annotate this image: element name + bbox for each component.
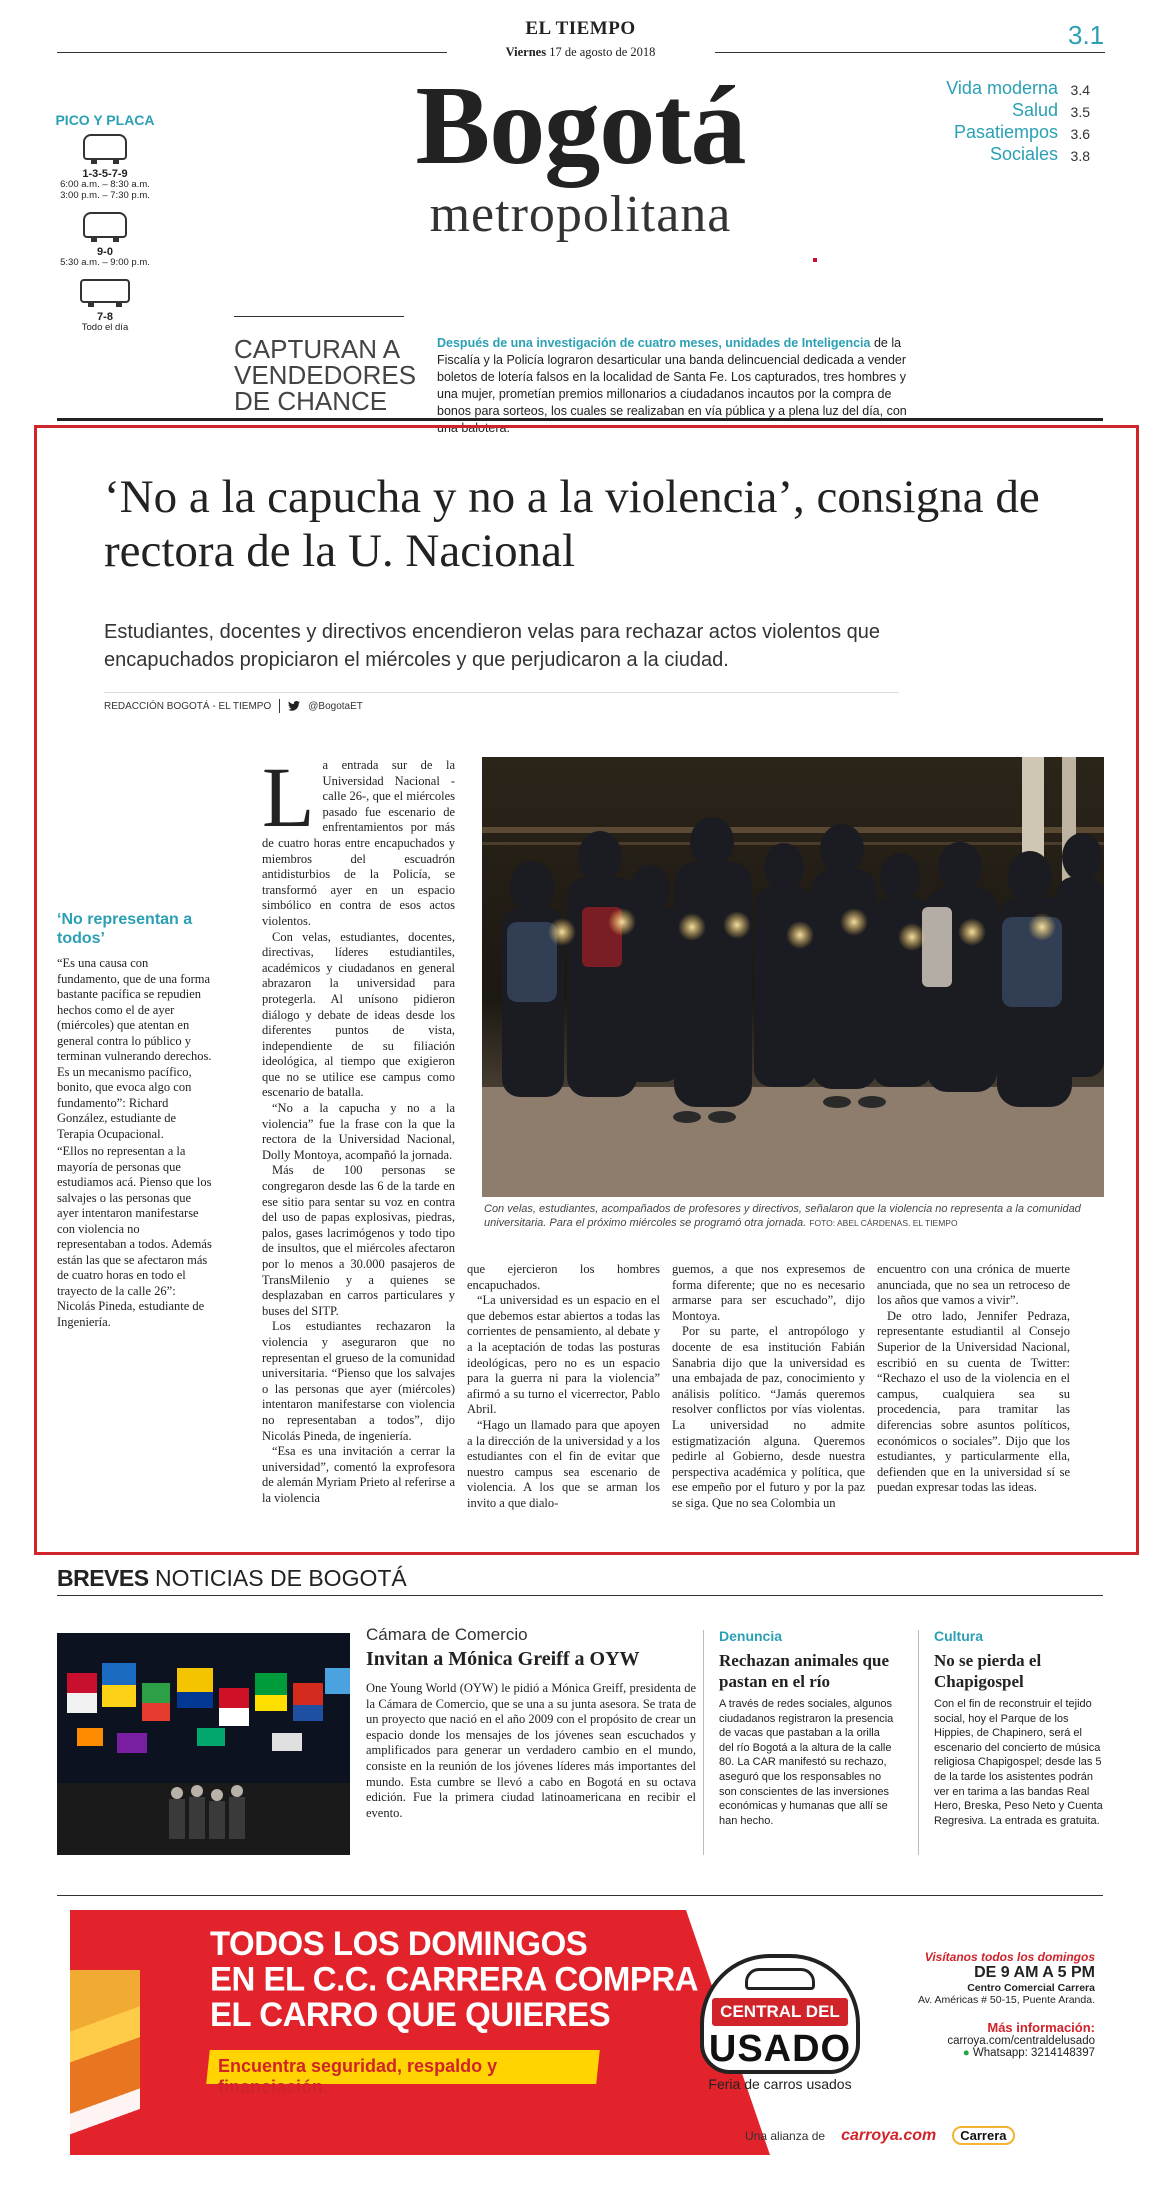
ad-whatsapp (890, 2047, 1095, 2059)
teaser-lead: Después de una investigación de cuatro meses, unidades de Inteligencia (437, 336, 871, 350)
story-paragraph: guemos, a que nos expresemos de forma diferente; que no es necesario armarse para ser escuchado”, dijo Montoya. (672, 1262, 865, 1323)
date-text: 17 de agosto de 2018 (546, 45, 656, 59)
taxi-icon (83, 212, 127, 238)
story-deck: Estudiantes, docentes y directivos encendieron velas para rechazar actos violentos que encapuchados propiciaron el miércoles y que perjudicaron a la ciudad. (104, 621, 881, 671)
story-column-2 (467, 1262, 660, 1512)
sidebar-quote: “Es una causa con fundamento, que de una forma bastante pacífica se repudien hechos como el de ayer (miércoles) que atentan en general contra lo público y terminan vulnerando derechos. Es un mecanismo pacífico, bonito, que evoca algo con fundamento”: Richard González, estudiante de Terapia Ocupacional. (57, 956, 212, 1141)
breves-rule (57, 1595, 1103, 1596)
ad-info (890, 1950, 1095, 2059)
breve-separator (918, 1630, 919, 1855)
index-page: 3.8 (1070, 148, 1090, 164)
index-page: 3.5 (1070, 104, 1090, 120)
breves-heading (57, 1565, 407, 1592)
page-date (0, 45, 1161, 60)
caption-text: Con velas, estudiantes, acompañados de profesores y directivos, señalaron que la violencia no representa a la comunidad universitaria. Para el próximo miércoles se programó otra jornada. (484, 1203, 1081, 1229)
alliance-label: Una alianza de (745, 2128, 826, 2143)
byline (104, 699, 363, 713)
teaser-rule (234, 316, 404, 317)
section-title: Bogotá (415, 64, 746, 188)
story-paragraph: encuentro con una crónica de muerte anunciada, que no sea un retroceso de los años que vamos a vivir”. (877, 1262, 1070, 1308)
sidebar-body (57, 956, 212, 1330)
story-column-4 (877, 1262, 1070, 1496)
pyp-digits-taxi: 9-0 (97, 245, 113, 258)
story-paragraph: Con velas, estudiantes, docentes, directivas, líderes estudiantiles, académicos y ciudadanos en general abrazaron la universidad para protegerla. Al unísono pidieron diálogo y debate de ideas desde los diferentes puntos de vista, independiente de su filiación ideológica, al tiempo que exigieron que no se utilice ese campus como escenario de batalla. (262, 929, 455, 1100)
advertisement[interactable] (70, 1910, 1110, 2165)
car-icon (83, 134, 127, 160)
drop-cap: L (262, 749, 315, 845)
ad-alliance (745, 2126, 1015, 2145)
story-column-3 (672, 1262, 865, 1512)
index-item[interactable] (860, 122, 1090, 144)
pyp-hours-bus: Todo el día (81, 321, 129, 333)
breve-title[interactable]: Rechazan animales que pastan en el río (719, 1651, 889, 1691)
ad-place: Centro Comercial Carrera (967, 1982, 1095, 1994)
byline-separator (279, 699, 280, 713)
car-icon (745, 1968, 815, 1990)
ad-divider (57, 1895, 1103, 1896)
section-subtitle: metropolitana (429, 186, 732, 243)
story-paragraph: “La universidad es un espacio en el que debemos estar abiertos a todas las corrientes de pensamiento, al debate y a la aceptación de todas las posturas ideológicas, pero no es un espacio para la guerra ni para la violencia” afirmó a su turno el vicerrector, Pablo Abril. (467, 1293, 660, 1417)
ad-headline-line: EL CARRO QUE QUIERES (210, 1994, 611, 2034)
photo-caption (484, 1202, 1104, 1230)
story-paragraph: “Hago un llamado para que apoyen a la dirección de la universidad y a los estudiantes con el fin de evitar que nuestro campus sea escenario de violencia. A los que se arman los invito a que dialo- (467, 1417, 660, 1510)
sidebar-quote: “Ellos no representan a la mayoría de personas que estudiamos acá. Pienso que los salvajes o las personas que ayer intentaron manifestarse con violencia no representaban a todos. Además están las que se afectaron más de cuatro horas en todo el trayecto de la calle 26”: Nicolás Pineda, estudiante de Ingeniería. (57, 1144, 212, 1329)
pyp-hours-private-1: 6:00 a.m. – 8:30 a.m. (60, 179, 150, 190)
quotes-sidebar (57, 910, 212, 1332)
teaser-headline[interactable]: CAPTURAN A VENDEDORES DE CHANCE (234, 334, 417, 416)
date-day: Viernes (505, 45, 547, 59)
pyp-hours-taxi: 5:30 a.m. – 9:00 p.m. (60, 256, 150, 268)
breve-body: A través de redes sociales, algunos ciudadanos registraron la presencia de vacas que pastaban a la orilla del río Bogotá a la altura de la calle 80. La CAR manifestó su rechazo, aseguró que los responsables no son conscientes de las inversiones económicas y humanas que allí se han hecho. (719, 1698, 894, 1827)
breves-heading-bold: BREVES (57, 1565, 149, 1591)
carrera-logo: Carrera (952, 2126, 1014, 2145)
index-item[interactable] (860, 78, 1090, 100)
ad-headline-line: TODOS LOS DOMINGOS (210, 1923, 588, 1963)
ad-hours: DE 9 AM A 5 PM (974, 1964, 1095, 1981)
story-paragraph: De otro lado, Jennifer Pedraza, representante estudiantil al Consejo Superior de la Universidad Nacional, escribió en su cuenta de Twitter: “Rechazo el uso de la violencia en el campus, cualquiera sea su procedencia, para tramitar las diferencias sobre asuntos políticos, económicos o sociales”. Dijo que los estudiantes, y particularmente ella, defienden que en la universidad sí se puedan expresar todas las ideas. (877, 1308, 1070, 1495)
ad-more-info: Más información: (987, 2020, 1095, 2035)
story-paragraph: que ejercieron los hombres encapuchados. (467, 1262, 660, 1292)
page-number: 3.1 (1068, 20, 1105, 50)
byline-rule (104, 692, 899, 693)
candle-vigil-photo (482, 757, 1104, 1197)
story-paragraph: “Esa es una invitación a cerrar la universidad”, comentó la exprofesora de alemán Myriam Prieto al referirse a la violencia (262, 1444, 455, 1505)
ad-headline-line: EN EL C.C. CARRERA COMPRA (210, 1959, 699, 1998)
index-label: Sociales (989, 144, 1058, 164)
photo-credit: FOTO: ABEL CÁRDENAS. EL TIEMPO (809, 1218, 958, 1228)
masthead-red-dot (813, 258, 817, 262)
index-page: 3.4 (1070, 82, 1090, 98)
bus-icon (80, 279, 130, 303)
ad-visit: Visítanos todos los domingos (924, 1950, 1095, 1964)
pico-y-placa-box (40, 112, 170, 334)
story-paragraph: Los estudiantes rechazaron la violencia y aseguraron que no representan el grueso de la comunidad universitaria. “Pienso que los salvajes o las personas que ayer (miércoles) intentaron manifestarse con violencia no representaban a todos”, dijo Nicolás Pineda, de ingeniería. (262, 1319, 455, 1443)
story-paragraph: Por su parte, el antropólogo y docente de esa institución Fabián Sanabria dijo que la universidad es una embajada de paz, conocimiento y análisis político. “Jamás queremos resolver conflictos por vías violentas. La universidad no admite estigmatización alguna. Queremos pedirle al Gobierno, desde nuestra perspectiva académica y política, que ese empeño por el futuro y por la paz se siga. Que no sea Colombia un (672, 1324, 865, 1510)
index-label: Salud (1011, 100, 1058, 120)
central-del-usado-logo (690, 1954, 870, 2104)
breve-body: Con el fin de reconstruir el tejido social, hoy el Parque de los Hippies, de Chapinero, será el escenario del concierto de música religiosa Chapigospel; desde las 5 de la tarde los asistentes podrán ver en tarima a las bandas Real Hero, Breska, Peso Neto y Cuenta Regresiva. La entrada es gratuita. (934, 1698, 1103, 1827)
logo-subtitle: Feria de carros usados (708, 2076, 852, 2092)
breve-kicker: Cámara de Comercio (366, 1625, 528, 1644)
index-item[interactable] (860, 100, 1090, 122)
pico-y-placa-title: PICO Y PLACA (55, 112, 155, 128)
story-column-1 (262, 749, 455, 1507)
logo-top-text: CENTRAL DEL (712, 1998, 848, 2026)
index-page: 3.6 (1070, 126, 1090, 142)
pyp-digits-bus: 7-8 (97, 310, 113, 323)
flags-ceremony-photo (57, 1633, 350, 1855)
ad-cars-illustration (70, 1970, 140, 2150)
story-headline[interactable]: ‘No a la capucha y no a la violencia’, consigna de rectora de la U. Nacional (104, 471, 1040, 577)
ad-url[interactable]: carroya.com/centraldelusado (947, 2035, 1095, 2047)
ad-address: Av. Américas # 50-15, Puente Aranda. (917, 1994, 1095, 2006)
twitter-handle[interactable]: @BogotaET (308, 700, 363, 712)
breve-body: One Young World (OYW) le pidió a Mónica Greiff, presidenta de la Cámara de Comercio, que se una a su junta asesora. Se trata de un proyecto que nació en el año 2009 con el propósito de crear un espacio donde los mensajes de los jóvenes sean escuchados y amplificados para generar un verdadero cambio en el mundo, consiste en la reunión de los jóvenes líderes más importantes del mundo. Esta cumbre se llevó a cabo en Bogotá en su octava edición. Fue la primera ciudad latinoamericana en recibir el evento. (366, 1681, 696, 1820)
carroya-logo: carroya.com (841, 2126, 937, 2144)
story-paragraph: a entrada sur de la Universidad Nacional -calle 26-, que el miércoles pasado fue escenario de enfrentamientos por más de cuatro horas entre encapuchados y miembros del escuadrón antidisturbios de la Policía, se transformó ayer en un espacio simbólico en contra de esos actos violentos. (262, 758, 455, 928)
logo-main-text: USADO (708, 2028, 852, 2070)
breve-kicker: Cultura (934, 1628, 983, 1644)
story-photo (482, 757, 1104, 1197)
index-item[interactable] (860, 144, 1090, 166)
teaser-body (437, 335, 927, 437)
ad-headline (210, 1925, 710, 2032)
teaser-text: de la Fiscalía y la Policía lograron desarticular una banda delincuencial dedicada a vender boletos de lotería falsos en la localidad de Santa Fe. Los capturados, tres hombres y una mujer, prometían premios millonarios a ciudadanos incautos por la compra de bonos para sorteos, los cuales se realizaban en vía pública y a plena luz del día, con una balotera. (437, 336, 907, 435)
sidebar-title: ‘No representan a todos’ (57, 911, 193, 947)
pyp-digits-private: 1-3-5-7-9 (82, 168, 128, 180)
breves-heading-rest: NOTICIAS DE BOGOTÁ (148, 1565, 407, 1591)
story-paragraph: “No a la capucha y no a la violencia” fue la frase con la que la rectora de la Universidad Nacional, Dolly Montoya, acompañó la jornada. (262, 1101, 455, 1162)
breve-separator (703, 1630, 704, 1855)
pyp-hours-private-2: 3:00 p.m. – 7:30 p.m. (60, 189, 150, 201)
twitter-icon (288, 701, 300, 711)
section-divider (57, 418, 1103, 421)
ad-whatsapp-text: Whatsapp: 3214148397 (972, 2047, 1095, 2059)
index-label: Pasatiempos (953, 122, 1058, 142)
ad-tagline: Encuentra seguridad, respaldo y financiación. (218, 2056, 498, 2097)
byline-author: REDACCIÓN BOGOTÁ - EL TIEMPO (104, 700, 272, 712)
index-label: Vida moderna (946, 78, 1058, 98)
section-index (860, 78, 1090, 166)
breve-title[interactable]: Invitan a Mónica Greiff a OYW (366, 1648, 640, 1670)
whatsapp-icon: ● (962, 2047, 970, 2059)
breve-photo-flags (57, 1633, 350, 1855)
breve-kicker: Denuncia (719, 1628, 783, 1644)
story-paragraph: Más de 100 personas se congregaron desde las 6 de la tarde en ese sitio para sentar su voz en contra del uso de papas explosivas, piedras, palos, gases lacrimógenos y todo tipo de insultos, que el miércoles afectaron por lo menos a 30.000 pasajeros de TransMilenio y a quienes se desplazaban en carros particulares y buses del SITP. (262, 1163, 455, 1318)
breve-title[interactable]: No se pierda el Chapigospel (934, 1651, 1042, 1691)
newspaper-name: EL TIEMPO (525, 18, 636, 39)
